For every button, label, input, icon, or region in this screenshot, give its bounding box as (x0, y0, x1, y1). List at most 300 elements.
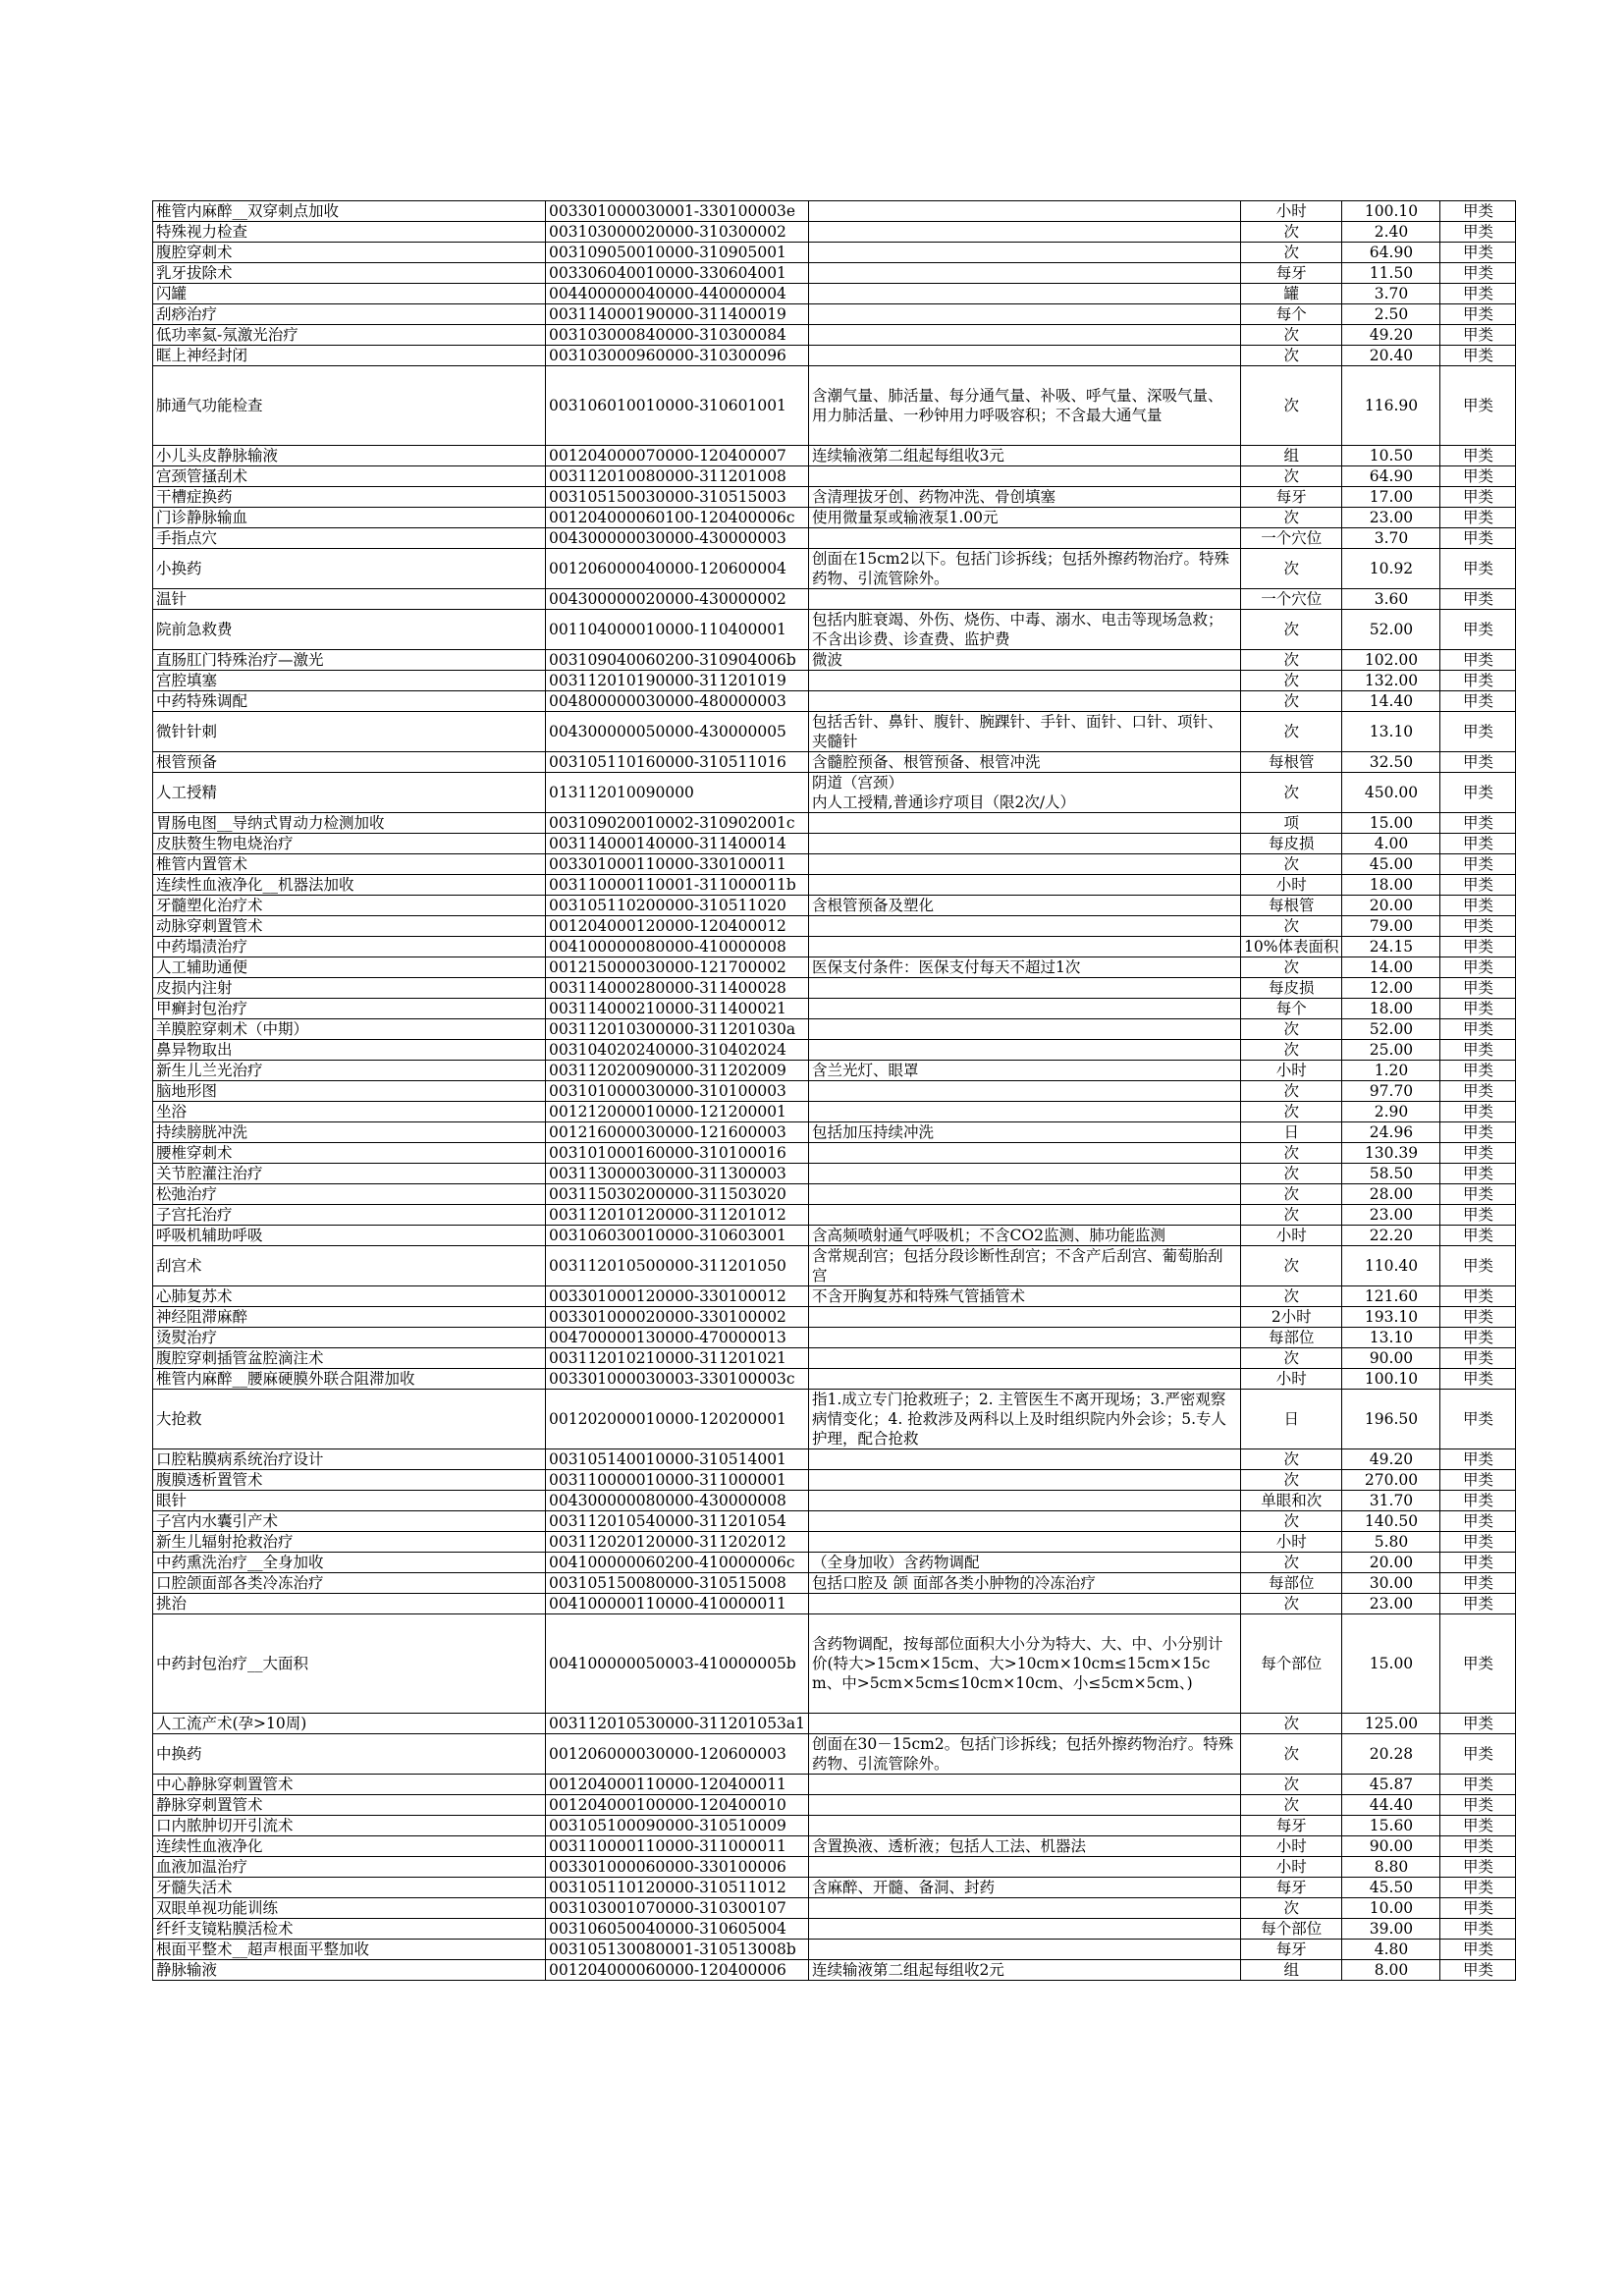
class-cell: 甲类 (1440, 1184, 1516, 1205)
item-code-cell: 001206000040000-120600004 (546, 549, 809, 589)
class-cell: 甲类 (1440, 896, 1516, 916)
price-cell: 90.00 (1342, 1836, 1440, 1857)
unit-cell: 每牙 (1241, 1940, 1342, 1960)
table-row (153, 1061, 1516, 1081)
item-note-cell (809, 1348, 1241, 1369)
unit-cell: 次 (1241, 854, 1342, 875)
class-cell: 甲类 (1440, 589, 1516, 610)
item-name-cell: 小儿头皮静脉输液 (153, 446, 546, 466)
item-code-cell: 003101000160000-310100016 (546, 1143, 809, 1164)
class-cell: 甲类 (1440, 650, 1516, 671)
table-row (153, 1816, 1516, 1836)
price-cell: 32.50 (1342, 752, 1440, 773)
item-note-cell (809, 691, 1241, 712)
item-note-cell (809, 1328, 1241, 1348)
class-cell: 甲类 (1440, 1369, 1516, 1390)
class-cell: 甲类 (1440, 813, 1516, 834)
class-cell: 甲类 (1440, 549, 1516, 589)
item-code-cell: 003105110120000-310511012 (546, 1878, 809, 1898)
item-note-cell (809, 1019, 1241, 1040)
price-cell: 97.70 (1342, 1081, 1440, 1102)
unit-cell: 次 (1241, 1734, 1342, 1775)
item-name-cell: 中药塌渍治疗 (153, 937, 546, 957)
unit-cell: 次 (1241, 1553, 1342, 1573)
unit-cell: 小时 (1241, 1369, 1342, 1390)
price-cell: 18.00 (1342, 999, 1440, 1019)
price-cell: 3.70 (1342, 284, 1440, 304)
item-note-cell: 含清理拔牙创、药物冲洗、骨创填塞 (809, 487, 1241, 508)
item-name-cell: 动脉穿刺置管术 (153, 916, 546, 937)
price-cell: 23.00 (1342, 1205, 1440, 1226)
item-name-cell: 椎管内麻醉__腰麻硬膜外联合阻滞加收 (153, 1369, 546, 1390)
class-cell: 甲类 (1440, 1143, 1516, 1164)
table-row (153, 1449, 1516, 1470)
unit-cell: 每牙 (1241, 487, 1342, 508)
item-note-cell (809, 1184, 1241, 1205)
price-cell: 18.00 (1342, 875, 1440, 896)
item-code-cell: 001104000010000-110400001 (546, 610, 809, 650)
item-name-cell: 呼吸机辅助呼吸 (153, 1226, 546, 1246)
table-row (153, 1390, 1516, 1449)
class-cell: 甲类 (1440, 1449, 1516, 1470)
price-cell: 45.87 (1342, 1775, 1440, 1795)
price-cell: 15.00 (1342, 1614, 1440, 1714)
class-cell: 甲类 (1440, 1328, 1516, 1348)
class-cell: 甲类 (1440, 752, 1516, 773)
price-cell: 116.90 (1342, 366, 1440, 446)
item-name-cell: 眼针 (153, 1491, 546, 1511)
class-cell: 甲类 (1440, 528, 1516, 549)
item-code-cell: 001215000030000-121700002 (546, 957, 809, 978)
table-row (153, 1714, 1516, 1734)
table-row (153, 466, 1516, 487)
item-name-cell: 低功率氦-氖激光治疗 (153, 325, 546, 346)
price-cell: 8.80 (1342, 1857, 1440, 1878)
class-cell: 甲类 (1440, 1898, 1516, 1919)
unit-cell: 次 (1241, 773, 1342, 813)
item-code-cell: 003301000030001-330100003e (546, 201, 809, 222)
item-name-cell: 乳牙拔除术 (153, 263, 546, 284)
table-row (153, 773, 1516, 813)
item-code-cell: 003105150080000-310515008 (546, 1573, 809, 1594)
unit-cell: 次 (1241, 712, 1342, 752)
item-code-cell: 003112010120000-311201012 (546, 1205, 809, 1226)
unit-cell: 小时 (1241, 1226, 1342, 1246)
class-cell: 甲类 (1440, 1246, 1516, 1286)
price-cell: 196.50 (1342, 1390, 1440, 1449)
class-cell: 甲类 (1440, 1226, 1516, 1246)
price-cell: 102.00 (1342, 650, 1440, 671)
item-note-cell: 含兰光灯、眼罩 (809, 1061, 1241, 1081)
class-cell: 甲类 (1440, 1061, 1516, 1081)
item-name-cell: 关节腔灌注治疗 (153, 1164, 546, 1184)
unit-cell: 次 (1241, 1795, 1342, 1816)
item-code-cell: 001204000110000-120400011 (546, 1775, 809, 1795)
unit-cell: 组 (1241, 446, 1342, 466)
unit-cell: 小时 (1241, 1857, 1342, 1878)
item-code-cell: 003103001070000-310300107 (546, 1898, 809, 1919)
unit-cell: 每牙 (1241, 1816, 1342, 1836)
item-code-cell: 013112010090000 (546, 773, 809, 813)
class-cell: 甲类 (1440, 1714, 1516, 1734)
table-row (153, 1795, 1516, 1816)
table-row (153, 1102, 1516, 1122)
class-cell: 甲类 (1440, 1205, 1516, 1226)
item-note-cell (809, 978, 1241, 999)
table-row (153, 549, 1516, 589)
table-row (153, 1734, 1516, 1775)
table-row (153, 1164, 1516, 1184)
item-code-cell: 003103000840000-310300084 (546, 325, 809, 346)
price-cell: 11.50 (1342, 263, 1440, 284)
table-row (153, 1328, 1516, 1348)
unit-cell: 次 (1241, 650, 1342, 671)
item-code-cell: 004300000080000-430000008 (546, 1491, 809, 1511)
item-name-cell: 口腔粘膜病系统治疗设计 (153, 1449, 546, 1470)
table-row (153, 1940, 1516, 1960)
item-note-cell: 创面在30－15cm2。包括门诊拆线；包括外擦药物治疗。特殊药物、引流管除外。 (809, 1734, 1241, 1775)
item-note-cell (809, 1714, 1241, 1734)
table-row (153, 1369, 1516, 1390)
item-name-cell: 干槽症换药 (153, 487, 546, 508)
table-row (153, 1348, 1516, 1369)
price-cell: 2.50 (1342, 304, 1440, 325)
class-cell: 甲类 (1440, 446, 1516, 466)
item-code-cell: 003301000030003-330100003c (546, 1369, 809, 1390)
price-cell: 20.00 (1342, 896, 1440, 916)
table-row (153, 304, 1516, 325)
item-note-cell (809, 1449, 1241, 1470)
unit-cell: 次 (1241, 1164, 1342, 1184)
unit-cell: 次 (1241, 1714, 1342, 1734)
item-note-cell (809, 1491, 1241, 1511)
class-cell: 甲类 (1440, 999, 1516, 1019)
unit-cell: 次 (1241, 508, 1342, 528)
item-name-cell: 持续膀胱冲洗 (153, 1122, 546, 1143)
unit-cell: 次 (1241, 1205, 1342, 1226)
table-row (153, 1205, 1516, 1226)
class-cell: 甲类 (1440, 1553, 1516, 1573)
item-note-cell: 连续输液第二组起每组收2元 (809, 1960, 1241, 1981)
class-cell: 甲类 (1440, 957, 1516, 978)
item-note-cell: 创面在15cm2以下。包括门诊拆线；包括外擦药物治疗。特殊药物、引流管除外。 (809, 549, 1241, 589)
table-row (153, 1898, 1516, 1919)
table-row (153, 834, 1516, 854)
item-name-cell: 大抢救 (153, 1390, 546, 1449)
table-row (153, 263, 1516, 284)
item-note-cell (809, 854, 1241, 875)
item-name-cell: 眶上神经封闭 (153, 346, 546, 366)
item-code-cell: 003112010210000-311201021 (546, 1348, 809, 1369)
unit-cell: 每牙 (1241, 1878, 1342, 1898)
table-row (153, 446, 1516, 466)
item-name-cell: 松弛治疗 (153, 1184, 546, 1205)
item-code-cell: 003301000120000-330100012 (546, 1286, 809, 1307)
price-cell: 23.00 (1342, 1594, 1440, 1614)
item-name-cell: 皮损内注射 (153, 978, 546, 999)
item-code-cell: 003105130080001-310513008b (546, 1940, 809, 1960)
unit-cell: 次 (1241, 1102, 1342, 1122)
price-cell: 12.00 (1342, 978, 1440, 999)
unit-cell: 次 (1241, 1246, 1342, 1286)
class-cell: 甲类 (1440, 1734, 1516, 1775)
item-code-cell: 001204000060000-120400006 (546, 1960, 809, 1981)
item-name-cell: 中换药 (153, 1734, 546, 1775)
item-code-cell: 003104020240000-310402024 (546, 1040, 809, 1061)
table-row (153, 284, 1516, 304)
class-cell: 甲类 (1440, 304, 1516, 325)
item-note-cell (809, 243, 1241, 263)
item-note-cell: 含麻醉、开髓、备洞、封药 (809, 1878, 1241, 1898)
unit-cell: 每皮损 (1241, 834, 1342, 854)
item-code-cell: 003306040010000-330604001 (546, 263, 809, 284)
item-code-cell: 003112010540000-311201054 (546, 1511, 809, 1532)
price-cell: 140.50 (1342, 1511, 1440, 1532)
item-code-cell: 003112020090000-311202009 (546, 1061, 809, 1081)
table-row (153, 1226, 1516, 1246)
unit-cell: 次 (1241, 957, 1342, 978)
item-note-cell: 含潮气量、肺活量、每分通气量、补吸、呼气量、深吸气量、用力肺活量、一秒钟用力呼吸容积；不含最大通气量 (809, 366, 1241, 446)
table-row (153, 978, 1516, 999)
unit-cell: 每个部位 (1241, 1614, 1342, 1714)
table-row (153, 957, 1516, 978)
item-name-cell: 腹腔穿刺术 (153, 243, 546, 263)
unit-cell: 次 (1241, 1594, 1342, 1614)
class-cell: 甲类 (1440, 346, 1516, 366)
class-cell: 甲类 (1440, 1573, 1516, 1594)
price-cell: 17.00 (1342, 487, 1440, 508)
item-name-cell: 中心静脉穿刺置管术 (153, 1775, 546, 1795)
item-note-cell (809, 1102, 1241, 1122)
table-row (153, 875, 1516, 896)
item-note-cell: 指1.成立专门抢救班子；2. 主管医生不离开现场；3.严密观察病情变化；4. 抢救涉及两科以上及时组织院内外会诊；5.专人护理，配合抢救 (809, 1390, 1241, 1449)
item-code-cell: 004300000030000-430000003 (546, 528, 809, 549)
item-name-cell: 椎管内麻醉__双穿刺点加收 (153, 201, 546, 222)
unit-cell: 次 (1241, 1898, 1342, 1919)
unit-cell: 每根管 (1241, 752, 1342, 773)
unit-cell: 每个部位 (1241, 1919, 1342, 1940)
unit-cell: 每个 (1241, 304, 1342, 325)
price-cell: 45.50 (1342, 1878, 1440, 1898)
unit-cell: 小时 (1241, 1061, 1342, 1081)
table-row (153, 1573, 1516, 1594)
item-code-cell: 004300000020000-430000002 (546, 589, 809, 610)
item-name-cell: 刮痧治疗 (153, 304, 546, 325)
item-note-cell (809, 1857, 1241, 1878)
item-name-cell: 微针针刺 (153, 712, 546, 752)
item-note-cell: 包括加压持续冲洗 (809, 1122, 1241, 1143)
table-row (153, 1836, 1516, 1857)
table-row (153, 1184, 1516, 1205)
class-cell: 甲类 (1440, 937, 1516, 957)
unit-cell: 次 (1241, 549, 1342, 589)
item-name-cell: 羊膜腔穿刺术（中期） (153, 1019, 546, 1040)
price-cell: 14.00 (1342, 957, 1440, 978)
item-code-cell: 003103000020000-310300002 (546, 222, 809, 243)
item-name-cell: 腹腔穿刺插管盆腔滴注术 (153, 1348, 546, 1369)
item-note-cell (809, 528, 1241, 549)
item-name-cell: 肺通气功能检查 (153, 366, 546, 446)
price-cell: 110.40 (1342, 1246, 1440, 1286)
price-cell: 10.50 (1342, 446, 1440, 466)
item-name-cell: 椎管内置管术 (153, 854, 546, 875)
class-cell: 甲类 (1440, 243, 1516, 263)
class-cell: 甲类 (1440, 691, 1516, 712)
price-cell: 20.28 (1342, 1734, 1440, 1775)
item-code-cell: 003105110200000-310511020 (546, 896, 809, 916)
item-name-cell: 根管预备 (153, 752, 546, 773)
table-row (153, 999, 1516, 1019)
price-cell: 44.40 (1342, 1795, 1440, 1816)
item-note-cell: （全身加收）含药物调配 (809, 1553, 1241, 1573)
unit-cell: 日 (1241, 1390, 1342, 1449)
item-code-cell: 003106050040000-310605004 (546, 1919, 809, 1940)
item-name-cell: 手指点穴 (153, 528, 546, 549)
item-code-cell: 004100000060200-410000006c (546, 1553, 809, 1573)
item-note-cell (809, 916, 1241, 937)
class-cell: 甲类 (1440, 1816, 1516, 1836)
item-code-cell: 003301000060000-330100006 (546, 1857, 809, 1878)
unit-cell: 一个穴位 (1241, 528, 1342, 549)
price-cell: 15.00 (1342, 813, 1440, 834)
item-name-cell: 院前急救费 (153, 610, 546, 650)
unit-cell: 每皮损 (1241, 978, 1342, 999)
table-row (153, 1919, 1516, 1940)
item-name-cell: 双眼单视功能训练 (153, 1898, 546, 1919)
item-note-cell (809, 263, 1241, 284)
class-cell: 甲类 (1440, 671, 1516, 691)
unit-cell: 次 (1241, 325, 1342, 346)
unit-cell: 次 (1241, 1470, 1342, 1491)
item-name-cell: 温针 (153, 589, 546, 610)
item-code-cell: 004800000030000-480000003 (546, 691, 809, 712)
item-note-cell: 含根管预备及塑化 (809, 896, 1241, 916)
item-note-cell: 连续输液第二组起每组收3元 (809, 446, 1241, 466)
item-note-cell (809, 1594, 1241, 1614)
item-name-cell: 新生儿兰光治疗 (153, 1061, 546, 1081)
price-cell: 24.96 (1342, 1122, 1440, 1143)
class-cell: 甲类 (1440, 366, 1516, 446)
table-row (153, 650, 1516, 671)
price-cell: 28.00 (1342, 1184, 1440, 1205)
item-note-cell: 医保支付条件：医保支付每天不超过1次 (809, 957, 1241, 978)
item-code-cell: 001204000070000-120400007 (546, 446, 809, 466)
price-cell: 52.00 (1342, 610, 1440, 650)
unit-cell: 次 (1241, 1286, 1342, 1307)
price-cell: 13.10 (1342, 712, 1440, 752)
table-row (153, 589, 1516, 610)
class-cell: 甲类 (1440, 1857, 1516, 1878)
item-name-cell: 门诊静脉输血 (153, 508, 546, 528)
item-note-cell: 微波 (809, 650, 1241, 671)
item-name-cell: 口腔颌面部各类冷冻治疗 (153, 1573, 546, 1594)
item-name-cell: 中药特殊调配 (153, 691, 546, 712)
item-note-cell: 含高频喷射通气呼吸机；不含CO2监测、肺功能监测 (809, 1226, 1241, 1246)
table-row (153, 528, 1516, 549)
price-cell: 1.20 (1342, 1061, 1440, 1081)
item-code-cell: 004100000080000-410000008 (546, 937, 809, 957)
unit-cell: 次 (1241, 1511, 1342, 1532)
price-cell: 20.00 (1342, 1553, 1440, 1573)
item-note-cell (809, 304, 1241, 325)
class-cell: 甲类 (1440, 201, 1516, 222)
price-cell: 125.00 (1342, 1714, 1440, 1734)
unit-cell: 小时 (1241, 201, 1342, 222)
item-note-cell (809, 1940, 1241, 1960)
item-code-cell: 001216000030000-121600003 (546, 1122, 809, 1143)
price-cell: 39.00 (1342, 1919, 1440, 1940)
unit-cell: 次 (1241, 1081, 1342, 1102)
price-cell: 13.10 (1342, 1328, 1440, 1348)
unit-cell: 2小时 (1241, 1307, 1342, 1328)
table-row (153, 712, 1516, 752)
price-cell: 2.90 (1342, 1102, 1440, 1122)
item-code-cell: 003115030200000-311503020 (546, 1184, 809, 1205)
item-name-cell: 人工辅助通便 (153, 957, 546, 978)
item-code-cell: 003112010190000-311201019 (546, 671, 809, 691)
table-row (153, 1553, 1516, 1573)
class-cell: 甲类 (1440, 1836, 1516, 1857)
item-name-cell: 根面平整术__超声根面平整加收 (153, 1940, 546, 1960)
item-note-cell (809, 671, 1241, 691)
price-cell: 58.50 (1342, 1164, 1440, 1184)
item-code-cell: 001206000030000-120600003 (546, 1734, 809, 1775)
item-name-cell: 坐浴 (153, 1102, 546, 1122)
price-cell: 193.10 (1342, 1307, 1440, 1328)
table-row (153, 1470, 1516, 1491)
table-row (153, 1960, 1516, 1981)
item-note-cell: 包括内脏衰竭、外伤、烧伤、中毒、溺水、电击等现场急救；不含出诊费、诊查费、监护费 (809, 610, 1241, 650)
item-name-cell: 腰椎穿刺术 (153, 1143, 546, 1164)
unit-cell: 每个 (1241, 999, 1342, 1019)
item-note-cell (809, 813, 1241, 834)
item-note-cell: 含置换液、透析液；包括人工法、机器法 (809, 1836, 1241, 1857)
item-name-cell: 直肠肛门特殊治疗—激光 (153, 650, 546, 671)
item-name-cell: 连续性血液净化 (153, 1836, 546, 1857)
item-code-cell: 003301000020000-330100002 (546, 1307, 809, 1328)
item-note-cell (809, 1081, 1241, 1102)
class-cell: 甲类 (1440, 1348, 1516, 1369)
item-name-cell: 纤纤支镜粘膜活检术 (153, 1919, 546, 1940)
item-note-cell (809, 201, 1241, 222)
price-cell: 8.00 (1342, 1960, 1440, 1981)
item-code-cell: 001202000010000-120200001 (546, 1390, 809, 1449)
item-name-cell: 静脉输液 (153, 1960, 546, 1981)
price-cell: 14.40 (1342, 691, 1440, 712)
class-cell: 甲类 (1440, 978, 1516, 999)
unit-cell: 小时 (1241, 875, 1342, 896)
unit-cell: 次 (1241, 671, 1342, 691)
price-cell: 10.92 (1342, 549, 1440, 589)
item-note-cell: 含髓腔预备、根管预备、根管冲洗 (809, 752, 1241, 773)
class-cell: 甲类 (1440, 222, 1516, 243)
fee-table-sheet (152, 200, 1516, 1981)
price-cell: 132.00 (1342, 671, 1440, 691)
class-cell: 甲类 (1440, 1470, 1516, 1491)
unit-cell: 次 (1241, 222, 1342, 243)
class-cell: 甲类 (1440, 1795, 1516, 1816)
unit-cell: 次 (1241, 1775, 1342, 1795)
item-name-cell: 闪罐 (153, 284, 546, 304)
class-cell: 甲类 (1440, 610, 1516, 650)
item-code-cell: 003106030010000-310603001 (546, 1226, 809, 1246)
item-note-cell: 不含开胸复苏和特殊气管插管术 (809, 1286, 1241, 1307)
price-cell: 23.00 (1342, 508, 1440, 528)
item-note-cell (809, 1919, 1241, 1940)
unit-cell: 次 (1241, 1348, 1342, 1369)
item-name-cell: 子宫内水囊引产术 (153, 1511, 546, 1532)
table-row (153, 1775, 1516, 1795)
